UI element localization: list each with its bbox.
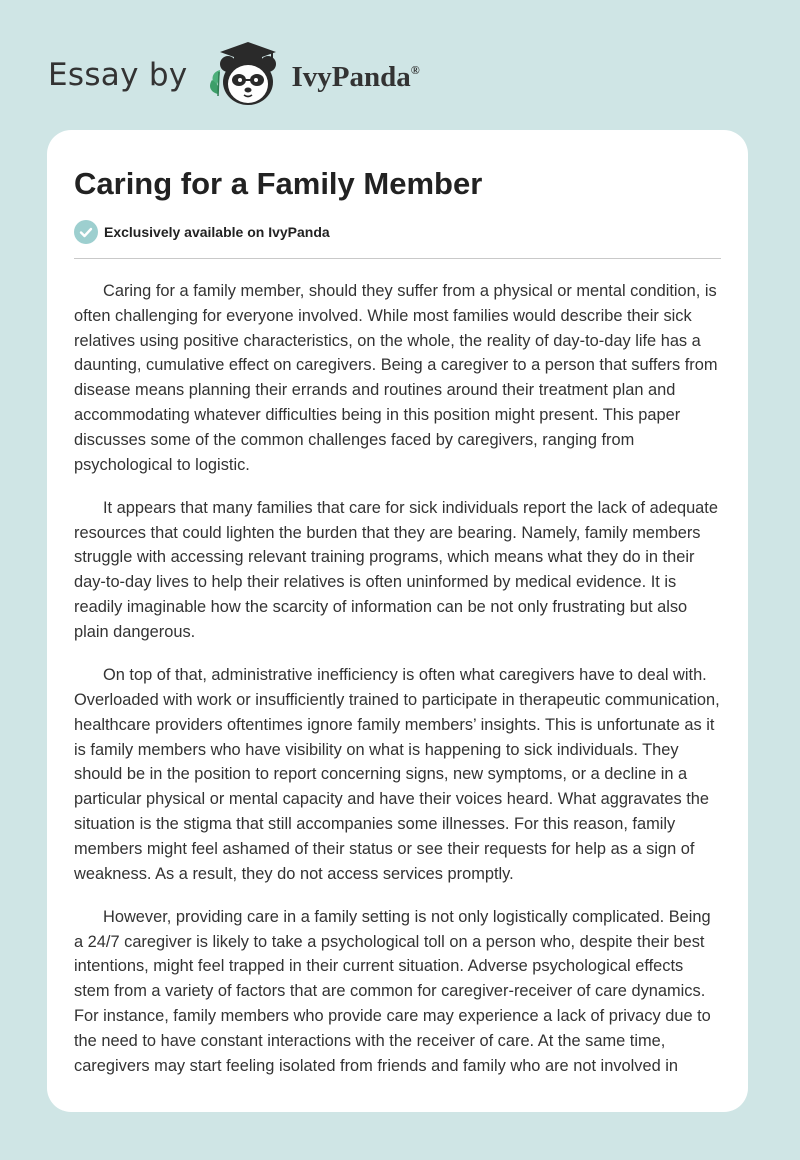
essay-by-label: Essay by <box>48 57 188 93</box>
ivypanda-brand-name[interactable]: IvyPanda® <box>291 60 420 93</box>
essay-paragraph-3: On top of that, administrative inefficiency is often what caregivers have to deal with. Overloaded with work or insufficiently trained to participate in therapeutic communication, healthcare providers oftentimes ignore family members’ insights. This is unfortunate as it is family members who have visibility on what is happening to sick individuals. They should be in the position to report concerning signs, new symptoms, or a decline in a particular physical or mental capacity and have their voices heard. What aggravates the situation is the stigma that still accompanies some illnesses. For this reason, family members might feel ashamed of their status or see their requests for help as a sign of weakness. As a result, they do not access services promptly. <box>74 666 720 883</box>
registered-mark: ® <box>410 62 420 77</box>
divider <box>74 258 721 259</box>
exclusive-badge <box>74 220 721 244</box>
essay-paragraph-2: It appears that many families that care for sick individuals report the lack of adequate resources that could lighten the burden that they are bearing. Namely, family members struggle with accessing relevant training programs, which means what they do in their day-to-day lives to help their relatives is often uninformed by medical evidence. It is readily imaginable how the scarcity of information can be not only frustrating but also plain dangerous. <box>74 498 718 641</box>
exclusive-badge-label: Exclusively available on IvyPanda <box>104 224 330 240</box>
site-header <box>48 34 420 110</box>
essay-title: Caring for a Family Member <box>74 166 483 201</box>
essay-paragraph-1: Caring for a family member, should they suffer from a physical or mental condition, is often challenging for everyone involved. While most families would describe their sick relatives using positive characteristics, on the whole, the reality of day-to-day life has a daunting, cumulative effect on caregivers. Being a caregiver to a person that suffers from disease means planning their errands and routines around their treatment plan and accommodating whatever difficulties being in this position might present. This paper discusses some of the common challenges faced by caregivers, ranging from psychological to logistic. <box>74 282 718 474</box>
essay-paragraph-4: However, providing care in a family setting is not only logistically complicated. Being a 24/7 caregiver is likely to take a psychological toll on a person who, despite their best intentions, might feel trapped in their current situation. Adverse psychological effects stem from a variety of factors that are common for caregiver-receiver of care dynamics. For instance, family members who provide care may experience a lack of privacy due to the need to have constant interactions with the receiver of care. At the same time, caregivers may start feeling isolated from friends and family who are not involved in <box>74 907 711 1075</box>
leaf-icon <box>210 70 220 96</box>
ivypanda-panda-logo-icon[interactable] <box>206 34 286 110</box>
essay-card <box>47 130 748 1112</box>
check-circle-icon <box>74 220 98 244</box>
